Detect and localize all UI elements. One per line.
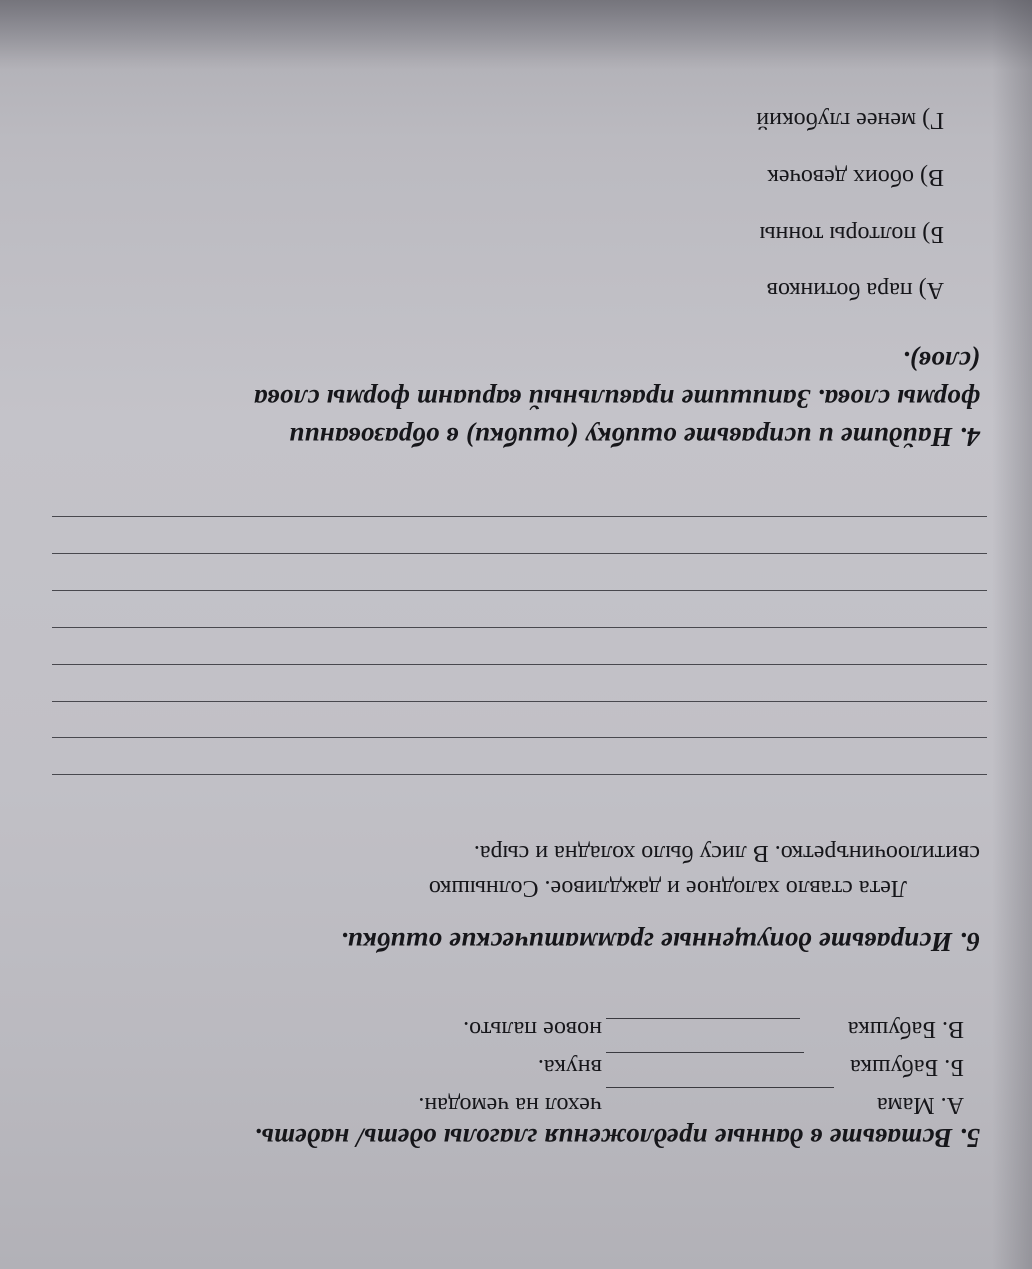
task5-b-label: Б. Бабушка [850,1054,964,1080]
task4-title-line1: 4. Найдите и исправьте ошибку (ошибки) в образовании [289,422,980,452]
task6-text-line2: свитилоочинъретко. В лису было холадна и сыра. [473,840,980,866]
task5-c-blank[interactable] [606,1018,800,1019]
answer-line[interactable] [52,664,987,665]
task5-a-tail: чехол на чемодан. [418,1092,602,1118]
task4-title-line3: (слов). [902,346,980,376]
task4-title-line2: формы слова. Запишите правильный вариант формы слова [253,384,980,414]
task5-b-tail: внука. [537,1054,602,1080]
answer-line[interactable] [52,774,987,775]
answer-line[interactable] [52,737,987,738]
task5-b-blank[interactable] [606,1052,804,1053]
task4-option-d: Г) менее глубокий [756,107,944,133]
task5-title: 5. Вставьте в данные предложения глаголы одеть/ надеть. [254,1123,980,1153]
task6-text-line1: Лета ставло халодное и даждливое. Солнышко [428,875,907,901]
answer-line[interactable] [52,701,987,702]
answer-line[interactable] [52,553,987,554]
task5-c-tail: новое пальто. [463,1016,602,1042]
task4-option-c: В) обоих девочек [767,164,944,190]
task4-option-a: А) пара ботинков [766,277,944,303]
answer-line[interactable] [52,516,987,517]
answer-line[interactable] [52,627,987,628]
task5-c-label: В. Бабушка [847,1016,964,1042]
task6-title: 6. Исправьте допущенные грамматические ошибки. [340,927,980,957]
task5-a-label: А. Мама [877,1092,964,1118]
task5-a-blank[interactable] [606,1087,834,1088]
answer-line[interactable] [52,590,987,591]
task4-option-b: Б) полторы тонны [759,221,944,247]
